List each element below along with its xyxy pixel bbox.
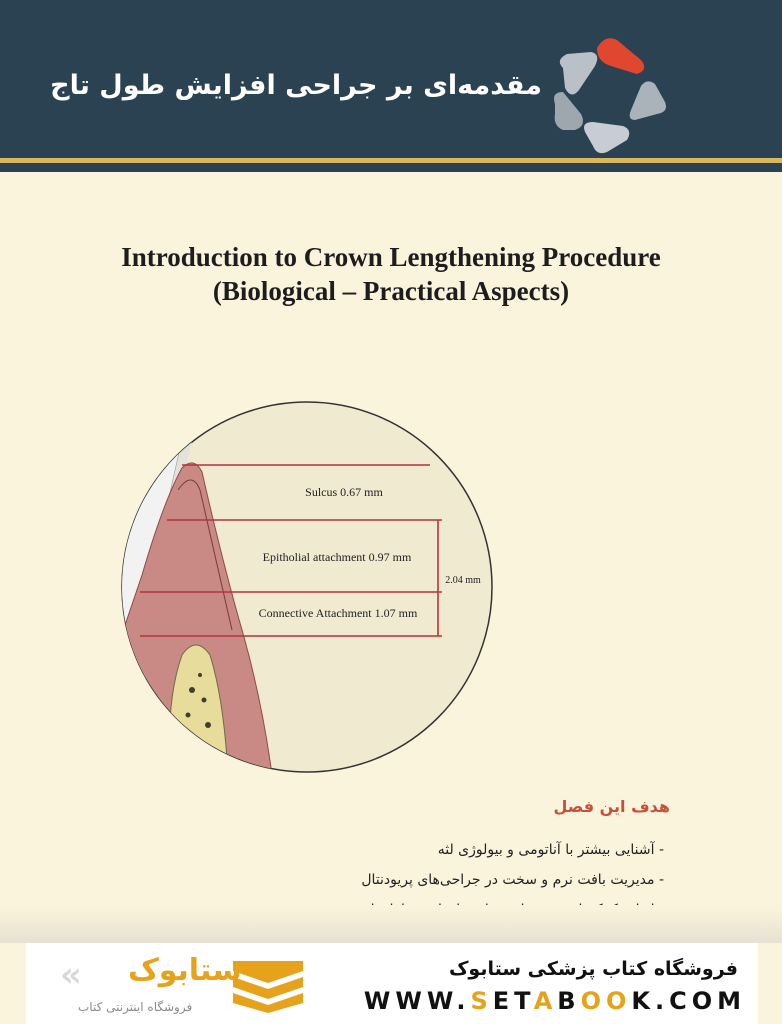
logo-subtitle: فروشگاه اینترنتی کتاب — [78, 1000, 193, 1014]
goal-item: - آشنایی بیشتر با آناتومی و بیولوژی لثه — [437, 842, 664, 858]
chapter-title: مقدمه‌ای بر جراحی افزایش طول تاج — [50, 70, 542, 101]
total-label: 2.04 mm — [445, 575, 481, 586]
biological-width-diagram — [112, 400, 502, 775]
sulcus-label: Sulcus 0.67 mm — [305, 485, 383, 499]
english-title — [0, 240, 782, 308]
chapter-goal-title: هدف این فصل — [553, 797, 670, 816]
english-title-line2: (Biological – Practical Aspects) — [212, 276, 570, 306]
store-url[interactable]: WWW.SETABOOK.COM — [363, 987, 746, 1015]
english-title-line1: Introduction to Crown Lengthening Procedure — [121, 242, 661, 272]
footer-fade — [0, 905, 782, 943]
goal-item: - مدیریت بافت نرم و سخت در جراحی‌های پریودنتال — [361, 872, 664, 888]
logo-wordmark: ستابوک — [128, 953, 242, 988]
header-bottom-band — [0, 163, 782, 172]
badge-red-petal — [597, 38, 644, 74]
badge-grey-petal-1 — [560, 52, 597, 95]
logo-arrows: « — [60, 955, 82, 995]
badge-grey-petal-2 — [554, 92, 583, 130]
epithelial-label: Epitholial attachment 0.97 mm — [262, 550, 412, 564]
store-name: فروشگاه کتاب پزشکی ستابوک — [448, 958, 738, 980]
chapter-number-badge — [545, 30, 675, 155]
chapter-number: ۱ — [593, 72, 625, 130]
badge-grey-petal-4 — [630, 81, 666, 120]
connective-label: Connective Attachment 1.07 mm — [258, 606, 418, 620]
